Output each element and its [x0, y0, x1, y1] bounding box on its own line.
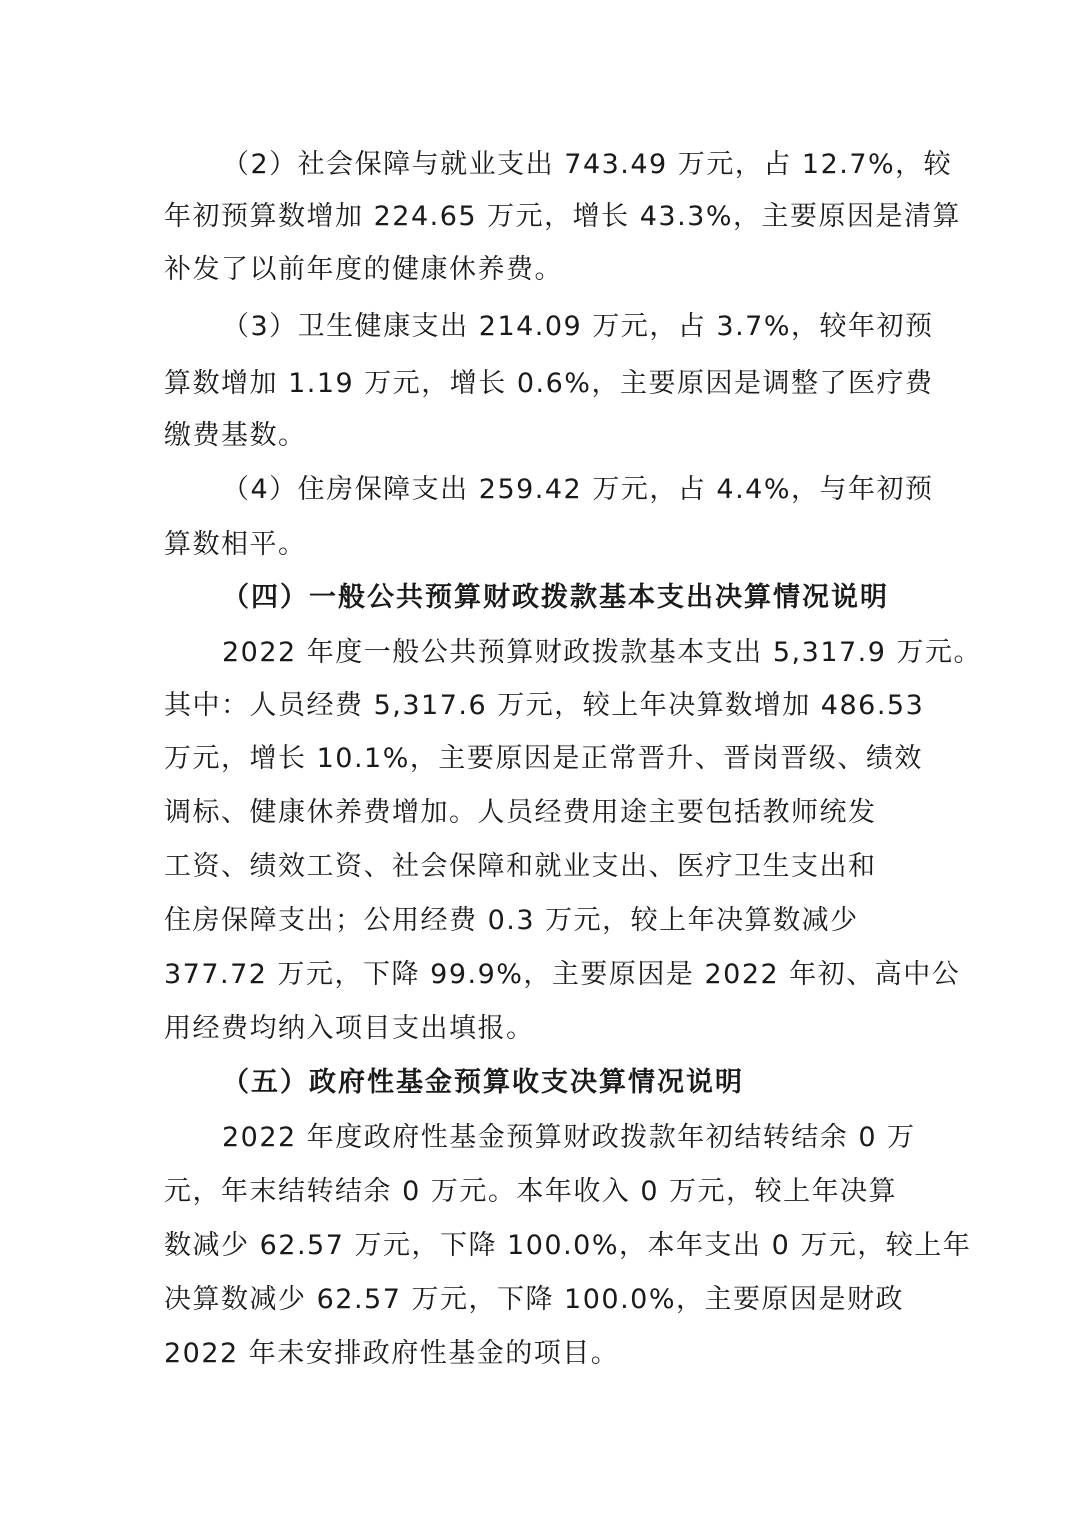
para-2-line-2: 年初预算数增加 224.65 万元，增长 43.3%，主要原因是清算: [164, 201, 961, 232]
basic-expenditure-line-3: 万元，增长 10.1%，主要原因是正常晋升、晋岗晋级、绩效: [164, 743, 923, 774]
para-3-line-1: （3）卫生健康支出 214.09 万元，占 3.7%，较年初预: [222, 311, 934, 342]
para-2-line-3: 补发了以前年度的健康休养费。: [164, 254, 563, 285]
para-2-line-1: （2）社会保障与就业支出 743.49 万元，占 12.7%，较: [222, 149, 953, 180]
para-3-line-3: 缴费基数。: [164, 420, 307, 451]
para-4-line-1: （4）住房保障支出 259.42 万元，占 4.4%，与年初预: [222, 474, 934, 505]
fund-budget-line-2: 元，年末结转结余 0 万元。本年收入 0 万元，较上年决算: [164, 1176, 898, 1207]
basic-expenditure-line-5: 工资、绩效工资、社会保障和就业支出、医疗卫生支出和: [164, 851, 877, 882]
basic-expenditure-line-2: 其中：人员经费 5,317.6 万元，较上年决算数增加 486.53: [164, 690, 925, 721]
basic-expenditure-line-4: 调标、健康休养费增加。人员经费用途主要包括教师统发: [164, 797, 877, 828]
basic-expenditure-line-8: 用经费均纳入项目支出填报。: [164, 1013, 535, 1044]
section-heading-5: （五）政府性基金预算收支决算情况说明: [222, 1067, 744, 1098]
fund-budget-line-5: 2022 年未安排政府性基金的项目。: [164, 1338, 620, 1369]
fund-budget-line-3: 数减少 62.57 万元，下降 100.0%，本年支出 0 万元，较上年: [164, 1230, 972, 1261]
para-3-line-2: 算数增加 1.19 万元，增长 0.6%，主要原因是调整了医疗费: [164, 368, 934, 399]
basic-expenditure-line-7: 377.72 万元，下降 99.9%，主要原因是 2022 年初、高中公: [164, 959, 961, 990]
para-4-line-2: 算数相平。: [164, 529, 307, 560]
basic-expenditure-line-1: 2022 年度一般公共预算财政拨款基本支出 5,317.9 万元。: [222, 637, 983, 668]
fund-budget-line-1: 2022 年度政府性基金预算财政拨款年初结转结余 0 万: [222, 1122, 916, 1153]
section-heading-4: （四）一般公共预算财政拨款基本支出决算情况说明: [222, 582, 889, 613]
fund-budget-line-4: 决算数减少 62.57 万元，下降 100.0%，主要原因是财政: [164, 1284, 904, 1315]
basic-expenditure-line-6: 住房保障支出；公用经费 0.3 万元，较上年决算数减少: [164, 905, 859, 936]
